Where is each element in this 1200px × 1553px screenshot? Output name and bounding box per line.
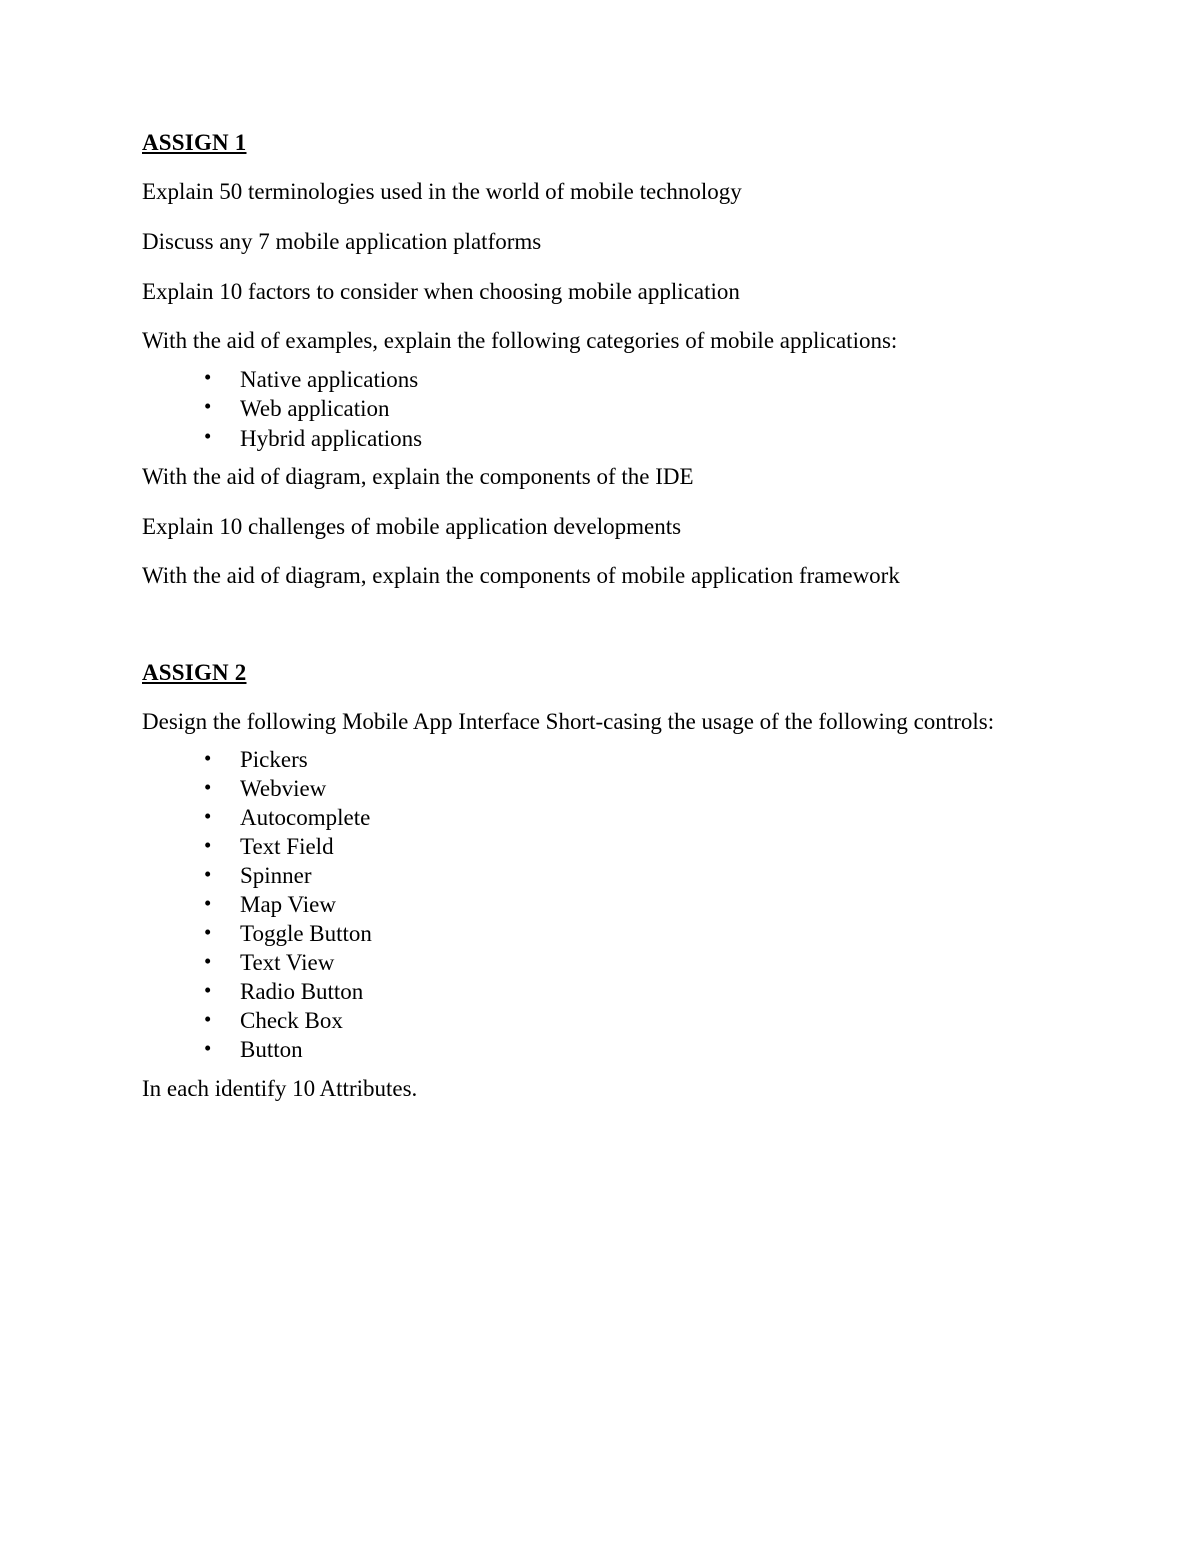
- section-heading-assign-1: ASSIGN 1: [142, 130, 247, 155]
- section-heading-assign-2: ASSIGN 2: [142, 659, 247, 685]
- spacer: [142, 256, 1062, 278]
- list-item: • Autocomplete: [204, 804, 1062, 833]
- list-item: • Toggle Button: [204, 920, 1062, 949]
- spacer: [142, 491, 1062, 513]
- list-item: • Pickers: [204, 746, 1062, 775]
- bullet-list-controls: [142, 746, 1062, 1065]
- paragraph: Explain 50 terminologies used in the world of mobile technology: [142, 179, 742, 205]
- paragraph: Explain 10 challenges of mobile application developments: [142, 513, 682, 539]
- paragraph: With the aid of examples, explain the following categories of mobile applications:: [142, 328, 898, 354]
- list-item: • Native applications: [204, 365, 1062, 394]
- paragraph: With the aid of diagram, explain the components of the IDE: [142, 464, 694, 490]
- spacer: [142, 590, 1062, 660]
- list-item: • Text View: [204, 949, 1062, 978]
- document-body: [142, 130, 1062, 1102]
- list-item: • Button: [204, 1036, 1062, 1065]
- list-item: • Check Box: [204, 1007, 1062, 1036]
- paragraph: In each identify 10 Attributes.: [142, 1075, 418, 1101]
- paragraph: Discuss any 7 mobile application platforms: [142, 229, 542, 255]
- list-item: • Webview: [204, 775, 1062, 804]
- spacer: [142, 540, 1062, 562]
- spacer: [142, 206, 1062, 228]
- list-item: • Map View: [204, 891, 1062, 920]
- list-item: • Spinner: [204, 862, 1062, 891]
- bullet-list-app-categories: [142, 365, 1062, 453]
- spacer: [142, 686, 1062, 708]
- paragraph: Design the following Mobile App Interface Short-casing the usage of the following controls:: [142, 709, 995, 735]
- paragraph: Explain 10 factors to consider when choosing mobile application: [142, 278, 740, 304]
- spacer: [142, 156, 1062, 178]
- list-item: • Web application: [204, 394, 1062, 423]
- list-item: • Text Field: [204, 833, 1062, 862]
- spacer: [142, 305, 1062, 327]
- list-item: • Hybrid applications: [204, 424, 1062, 453]
- list-item: • Radio Button: [204, 978, 1062, 1007]
- paragraph: With the aid of diagram, explain the components of mobile application framework: [142, 563, 900, 589]
